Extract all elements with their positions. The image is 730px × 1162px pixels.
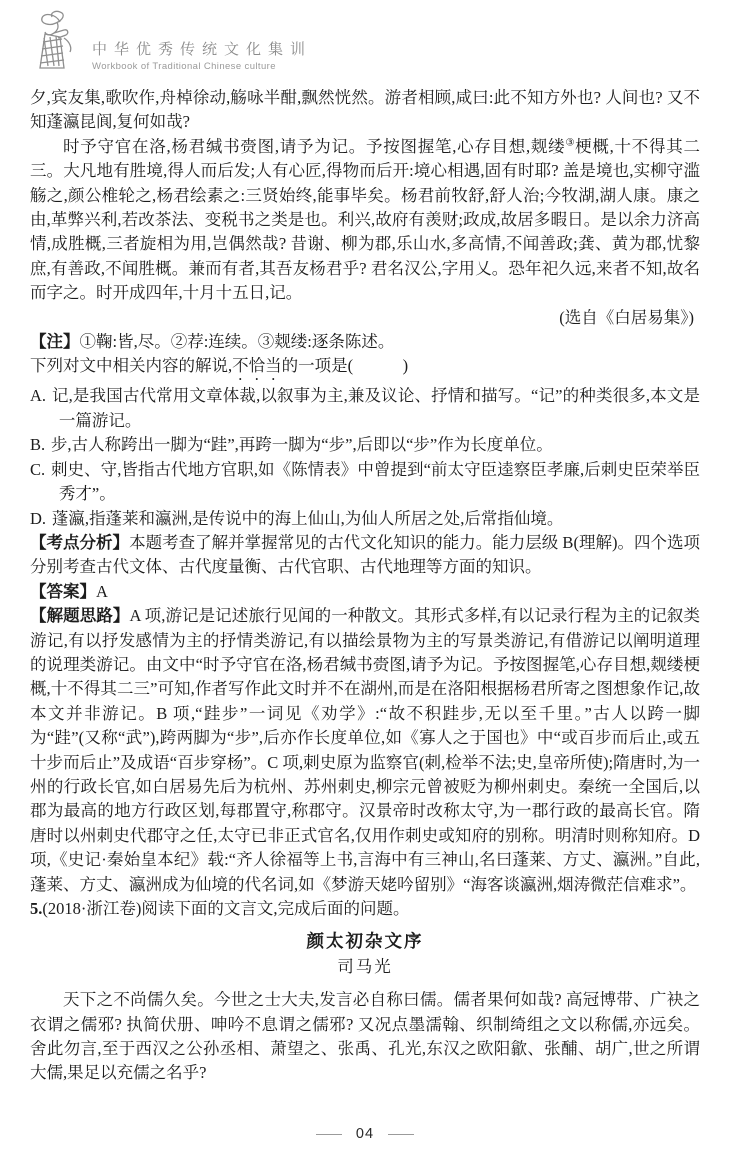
analysis-label: 【考点分析】 — [30, 533, 130, 552]
note-ref-3: ③ — [565, 137, 576, 149]
passage-text-after-note: 梗概,十不得其二三。大凡地有胜境,得人而后发;人有心匠,得物而后开:境心相遇,固有时耶? 盖是境也,实柳守滥觞之,颜公椎轮之,杨君绘素之:三贤始终,能事毕矣。杨君前牧舒,舒人治;今牧湖,湖人康。康之由,革弊兴利,若改茶法、变税书之类是也。利兴,故府有羡财;政成,故居多暇日。是以余力济高情,成胜概,三者旋相为用,岂偶然哉? 昔谢、柳为郡,乐山水,多高情,不闻善政;龚、黄为郡,忧黎庶,有善政,不闻胜概。兼而有者,其吾友杨君乎? 君名汉公,字用乂。恐年祀久远,来者不知,故名而字之。时开成四年,十月十五日,记。 — [30, 136, 701, 303]
option-c-label: C. — [30, 459, 46, 479]
footer-rule-left — [316, 1134, 342, 1135]
passage-paragraph — [30, 135, 700, 306]
answer-label: 【答案】 — [30, 582, 96, 601]
brush-figure-logo-icon — [30, 8, 86, 76]
next-question-number: 5. — [30, 899, 43, 918]
notes-text: ①鞠:皆,尽。②荐:连续。③觌缕:逐条陈述。 — [79, 332, 395, 352]
option-a-label: A. — [30, 386, 47, 406]
option-d-text: 蓬瀛,指蓬莱和瀛洲,是传说中的海上仙山,为仙人所居之处,后常指仙境。 — [51, 508, 564, 528]
essay-title: 颜太初杂文序 — [306, 931, 424, 952]
essay-author: 司马光 — [337, 956, 393, 976]
option-b-text: 步,古人称跨出一脚为“跬”,再跨一脚为“步”,后即以“步”作为长度单位。 — [50, 435, 553, 455]
solution-text: A 项,游记是记述旅行见闻的一种散文。其形式多样,有以记录行程为主的记叙类游记,有以抒发感情为主的抒情类游记,有以描绘景物为主的写景类游记,有借游记以阐明道理的说理类游记。由文中“时予守官在洛,杨君缄书赍图,请予为记。予按图握笔,心存目想,觌缕梗概,十不得其二三”可知,作者写作此文时并不在湖州,而是在洛阳根据杨君所寄之图想象作记,故本文并非游记。B 项,“跬步”一词见《劝学》:“故不积跬步,无以至千里。”古人以跨一脚为“跬”(又称“武”),跨两脚为“步”,后亦作长度单位,如《寡人之于国也》中“或百步而后止,或五十步而后止”及成语“百步穿杨”。C 项,刺史原为监察官(刺,检举不法;史,皇帝所使);隋唐时,为一州的行政长官,如白居易先后为杭州、苏州刺史,柳宗元曾被贬为柳州刺史。秦统一全国后,以郡为最高的地方行政区划,每郡置守,称郡守。汉景帝时改称太守,为一郡行政的最高长官。隋唐时以州刺史代郡守之任,太守已非正式官名,仅用作刺史或知府的别称。明清时则称知府。D 项,《史记·秦始皇本纪》载:“齐人徐福等上书,言海中有三神山,名曰蓬莱、方丈、瀛洲。”自此,蓬莱、方丈、瀛洲成为仙境的代名词,如《梦游天姥吟留别》“海客谈瀛洲,烟涛微茫信难求”。 — [30, 606, 701, 894]
brand-title-cn: 中华优秀传统文化集训 — [92, 42, 313, 58]
next-question-line — [30, 897, 700, 921]
page-body — [30, 86, 700, 1086]
notes-label: 【注】 — [30, 333, 80, 352]
solution-label: 【解题思路】 — [30, 607, 130, 626]
option-d-label: D. — [30, 508, 47, 528]
footer-rule-right — [388, 1134, 414, 1135]
question-stem-post: 的一项是( ) — [281, 356, 409, 376]
option-c-text: 刺史、守,皆指古代地方官职,如《陈情表》中曾提到“前太守臣逵察臣孝廉,后刺史臣荣举臣秀才”。 — [50, 459, 700, 504]
answer-line — [30, 580, 700, 604]
brand-text — [92, 38, 312, 76]
essay-paragraph: 天下之不尚儒久矣。今世之士大夫,发言必自称曰儒。儒者果何如哉? 高冠博带、广袂之衣谓之儒邪? 执简伏册、呻吟不息谓之儒邪? 又况点墨濡翰、织制绮组之文以称儒,亦远矣。舍此勿言,至于西汉之公孙丞相、萧望之、张禹、孔光,东汉之欧阳歙、张酺、胡广,世之所谓大儒,果足以充儒之名乎? — [30, 990, 700, 1083]
passage-text-before-note: 时予守官在洛,杨君缄书赍图,请予为记。予按图握笔,心存目想,觌缕 — [63, 136, 566, 156]
option-a-text: 记,是我国古代常用文章体裁,以叙事为主,兼及议论、抒情和描写。“记”的种类很多,本文是一篇游记。 — [51, 386, 700, 430]
next-question-text: (2018·浙江卷)阅读下面的文言文,完成后面的问题。 — [42, 899, 410, 918]
question-stem-emphasis: 不恰当 — [232, 356, 282, 376]
solution-paragraph — [30, 604, 700, 897]
passage-source: (选自《白居易集》) — [559, 307, 694, 327]
analysis-paragraph — [30, 531, 700, 580]
brand-title-en: Workbook of Traditional Chinese culture — [92, 61, 276, 72]
question-stem — [30, 354, 700, 384]
notes-line — [30, 330, 700, 354]
option-b — [30, 433, 700, 457]
question-stem-pre: 下列对文中相关内容的解说, — [30, 356, 233, 376]
page-number: 04 — [355, 1126, 375, 1142]
option-a — [30, 384, 700, 433]
page-footer — [0, 1126, 730, 1142]
analysis-text: 本题考查了解并掌握常见的古代文化知识的能力。能力层级 B(理解)。四个选项分别考查古代文体、古代度量衡、古代官职、古代地理等方面的知识。 — [30, 532, 701, 577]
option-d — [30, 507, 700, 531]
option-b-label: B. — [30, 435, 46, 455]
passage-continued-paragraph: 夕,宾友集,歌吹作,舟棹徐动,觞咏半酣,飘然恍然。游者相顾,咸曰:此不知方外也? 人间也? 又不知蓬瀛昆阆,复何如哉? — [30, 88, 700, 132]
brand-header — [30, 8, 312, 76]
answer-text: A — [96, 581, 108, 601]
option-c — [30, 458, 700, 507]
